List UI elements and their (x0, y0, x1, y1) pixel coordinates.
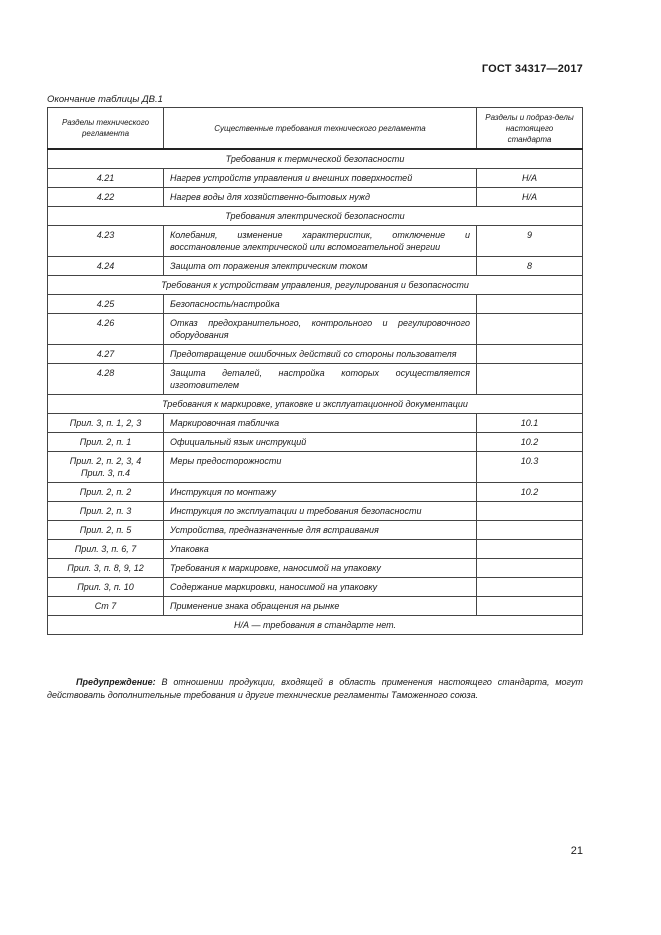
regulation-ref-cell: Прил. 2, п. 2, 3, 4 Прил. 3, п.4 (48, 452, 164, 483)
document-code: ГОСТ 34317—2017 (481, 63, 583, 75)
requirement-cell: Предотвращение ошибочных действий со стороны пользователя (164, 345, 477, 364)
standard-section-cell (477, 559, 583, 578)
column-header-standard-sections: Разделы и подраз-делы настоящего стандарта (477, 108, 583, 150)
requirement-cell: Меры предосторожности (164, 452, 477, 483)
requirement-cell: Применение знака обращения на рынке (164, 597, 477, 616)
requirement-cell: Инструкция по монтажу (164, 483, 477, 502)
table-header-row (48, 108, 583, 150)
regulation-ref-cell: Ст 7 (48, 597, 164, 616)
requirement-cell: Инструкция по эксплуатации и требования безопасности (164, 502, 477, 521)
table-row (48, 433, 583, 452)
table-body (48, 149, 583, 616)
table-row (48, 483, 583, 502)
section-header-row (48, 276, 583, 295)
table-row (48, 521, 583, 540)
regulation-ref-cell: 4.24 (48, 257, 164, 276)
regulation-ref-cell: Прил. 3, п. 8, 9, 12 (48, 559, 164, 578)
section-title: Требования к устройствам управления, регулирования и безопасности (48, 276, 583, 295)
table-row (48, 169, 583, 188)
regulation-ref-cell: 4.27 (48, 345, 164, 364)
table-row (48, 597, 583, 616)
table-row (48, 345, 583, 364)
table-row (48, 226, 583, 257)
standard-section-cell (477, 295, 583, 314)
column-header-essential-requirements: Существенные требования технического регламента (164, 108, 477, 150)
table-row (48, 188, 583, 207)
regulation-ref-cell: Прил. 2, п. 2 (48, 483, 164, 502)
table-row (48, 502, 583, 521)
warning-label: Предупреждение: (76, 677, 156, 687)
requirement-cell: Безопасность/настройка (164, 295, 477, 314)
requirement-cell: Отказ предохранительного, контрольного и регулировочного оборудования (164, 314, 477, 345)
requirement-cell: Колебания, изменение характеристик, отключение и восстановление электрической или вспомогательной энергии (164, 226, 477, 257)
standard-section-cell: 9 (477, 226, 583, 257)
table-footnote: Н/А — требования в стандарте нет. (48, 616, 583, 635)
regulation-ref-cell: 4.21 (48, 169, 164, 188)
regulation-ref-cell: Прил. 3, п. 1, 2, 3 (48, 414, 164, 433)
section-title: Требования к термической безопасности (48, 149, 583, 169)
requirement-cell: Упаковка (164, 540, 477, 559)
table-row (48, 314, 583, 345)
standard-section-cell: 8 (477, 257, 583, 276)
standard-section-cell: 10.1 (477, 414, 583, 433)
requirement-cell: Нагрев устройств управления и внешних поверхностей (164, 169, 477, 188)
section-header-row (48, 395, 583, 414)
standard-section-cell: 10.2 (477, 433, 583, 452)
table-row (48, 257, 583, 276)
table-caption: Окончание таблицы ДВ.1 (47, 94, 163, 105)
requirement-cell: Требования к маркировке, наносимой на упаковку (164, 559, 477, 578)
section-title: Требования электрической безопасности (48, 207, 583, 226)
table-row (48, 364, 583, 395)
regulation-ref-cell: 4.23 (48, 226, 164, 257)
section-title: Требования к маркировке, упаковке и эксплуатационной документации (48, 395, 583, 414)
standard-section-cell: Н/А (477, 169, 583, 188)
requirements-table (47, 107, 583, 635)
requirement-cell: Защита деталей, настройка которых осуществляется изготовителем (164, 364, 477, 395)
section-header-row (48, 207, 583, 226)
table-row (48, 414, 583, 433)
section-header-row (48, 149, 583, 169)
requirement-cell: Маркировочная табличка (164, 414, 477, 433)
page-number: 21 (570, 845, 583, 857)
table-row (48, 559, 583, 578)
regulation-ref-cell: 4.28 (48, 364, 164, 395)
standard-section-cell (477, 502, 583, 521)
table-row (48, 540, 583, 559)
standard-section-cell: 10.2 (477, 483, 583, 502)
regulation-ref-cell: Прил. 3, п. 10 (48, 578, 164, 597)
regulation-ref-cell: Прил. 3, п. 6, 7 (48, 540, 164, 559)
table-row (48, 295, 583, 314)
regulation-ref-cell: 4.22 (48, 188, 164, 207)
table-row (48, 578, 583, 597)
regulation-ref-cell: Прил. 2, п. 3 (48, 502, 164, 521)
requirement-cell: Устройства, предназначенные для встраивания (164, 521, 477, 540)
standard-section-cell (477, 364, 583, 395)
standard-section-cell (477, 597, 583, 616)
standard-section-cell (477, 345, 583, 364)
table-row (48, 452, 583, 483)
regulation-ref-cell: 4.26 (48, 314, 164, 345)
regulation-ref-cell: Прил. 2, п. 1 (48, 433, 164, 452)
standard-section-cell (477, 314, 583, 345)
column-header-regulation-sections: Разделы технического регламента (48, 108, 164, 150)
requirement-cell: Содержание маркировки, наносимой на упаковку (164, 578, 477, 597)
standard-section-cell (477, 521, 583, 540)
regulation-ref-cell: 4.25 (48, 295, 164, 314)
table-footnote-row (48, 616, 583, 635)
standard-section-cell: Н/А (477, 188, 583, 207)
requirement-cell: Защита от поражения электрическим током (164, 257, 477, 276)
standard-section-cell: 10.3 (477, 452, 583, 483)
standard-section-cell (477, 578, 583, 597)
standard-section-cell (477, 540, 583, 559)
regulation-ref-cell: Прил. 2, п. 5 (48, 521, 164, 540)
warning-paragraph (47, 676, 583, 702)
requirement-cell: Нагрев воды для хозяйственно-бытовых нужд (164, 188, 477, 207)
requirement-cell: Официальный язык инструкций (164, 433, 477, 452)
warning-text: В отношении продукции, входящей в область применения настоящего стандарта, могут действовать дополнительные требования и другие технические регламенты Таможенного союза. (47, 677, 583, 700)
